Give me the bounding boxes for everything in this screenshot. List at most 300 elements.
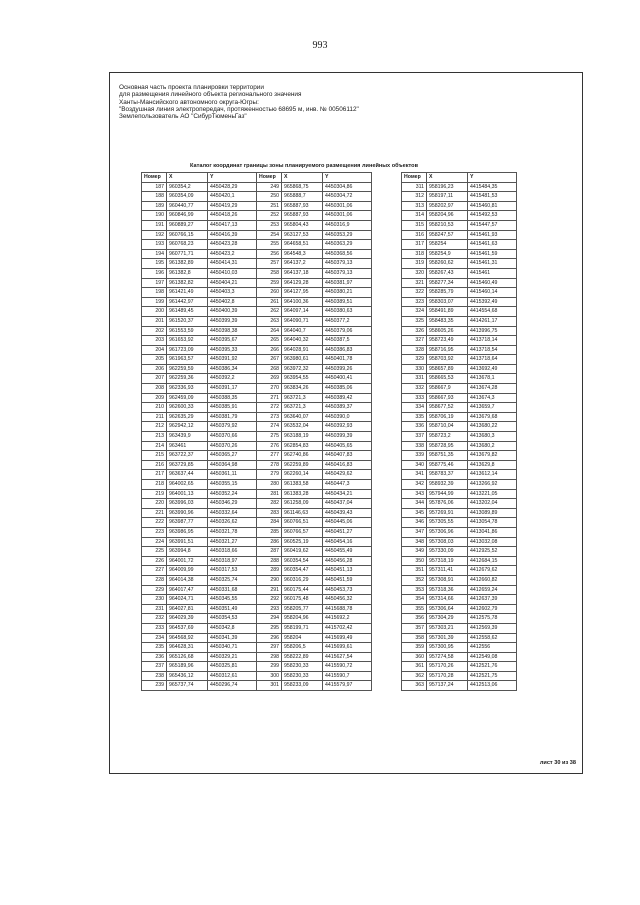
y-coordinate-cell: 4413678,1 — [468, 374, 517, 384]
x-coordinate-cell: 963994,8 — [167, 547, 208, 557]
y-coordinate-cell: 4415692,2 — [323, 614, 372, 624]
table-row — [142, 307, 257, 317]
y-coordinate-cell: 4412521,75 — [468, 671, 517, 681]
table-row — [257, 470, 372, 480]
point-number-cell: 210 — [142, 403, 167, 413]
table-row — [142, 470, 257, 480]
x-coordinate-cell: 958665,53 — [427, 374, 468, 384]
y-coordinate-cell: 4412602,79 — [468, 604, 517, 614]
table-row — [142, 451, 257, 461]
y-coordinate-cell: 4450447,3 — [323, 480, 372, 490]
table-row — [257, 451, 372, 461]
y-coordinate-cell: 4450363,29 — [323, 240, 372, 250]
y-coordinate-cell: 4450385,06 — [323, 384, 372, 394]
point-number-cell: 190 — [142, 211, 167, 221]
point-number-cell: 217 — [142, 470, 167, 480]
table-header-row — [142, 173, 257, 183]
y-coordinate-cell: 4450399,26 — [323, 364, 372, 374]
x-coordinate-cell: 963996,03 — [167, 499, 208, 509]
table-row — [402, 297, 517, 307]
y-coordinate-cell: 4450346,29 — [208, 499, 257, 509]
table-row — [257, 623, 372, 633]
table-row — [257, 508, 372, 518]
point-number-cell: 288 — [257, 556, 282, 566]
point-number-cell: 311 — [402, 182, 427, 192]
x-coordinate-cell: 964040,32 — [282, 336, 323, 346]
table-row — [142, 403, 257, 413]
y-coordinate-cell: 4450386,83 — [323, 345, 372, 355]
x-coordinate-cell: 957304,29 — [427, 614, 468, 624]
y-coordinate-cell: 4450296,74 — [208, 681, 257, 691]
x-coordinate-cell: 961489,45 — [167, 307, 208, 317]
table-row — [257, 374, 372, 384]
table-row — [142, 527, 257, 537]
table-row — [402, 623, 517, 633]
y-coordinate-cell: 4415461,63 — [468, 240, 517, 250]
table-row — [142, 662, 257, 672]
x-coordinate-cell: 961258,09 — [282, 499, 323, 509]
table-row — [142, 211, 257, 221]
table-header-row — [257, 173, 372, 183]
x-coordinate-cell: 961382,82 — [167, 278, 208, 288]
point-number-cell: 353 — [402, 585, 427, 595]
point-number-cell: 281 — [257, 489, 282, 499]
y-coordinate-cell: 4412637,39 — [468, 595, 517, 605]
table-row — [257, 384, 372, 394]
point-number-cell: 362 — [402, 671, 427, 681]
y-coordinate-cell: 4413041,86 — [468, 527, 517, 537]
x-coordinate-cell: 964137,2 — [282, 259, 323, 269]
point-number-cell: 339 — [402, 451, 427, 461]
x-coordinate-cell: 963640,07 — [282, 412, 323, 422]
x-coordinate-cell: 960766,57 — [282, 527, 323, 537]
point-number-cell: 337 — [402, 432, 427, 442]
y-coordinate-cell: 4415590,7 — [323, 671, 372, 681]
y-coordinate-cell: 4450370,66 — [208, 432, 257, 442]
y-coordinate-cell: 4450451,13 — [323, 566, 372, 576]
y-coordinate-cell: 4450416,83 — [323, 460, 372, 470]
point-number-cell: 317 — [402, 240, 427, 250]
x-coordinate-cell: 958667,9 — [427, 384, 468, 394]
point-number-cell: 363 — [402, 681, 427, 691]
point-number-cell: 251 — [257, 201, 282, 211]
point-number-cell: 315 — [402, 220, 427, 230]
point-number-cell: 214 — [142, 441, 167, 451]
table-row — [142, 336, 257, 346]
y-coordinate-cell: 4413659,7 — [468, 403, 517, 413]
table-header-row — [402, 173, 517, 183]
y-coordinate-cell: 4412659,24 — [468, 585, 517, 595]
table-row — [142, 556, 257, 566]
x-coordinate-cell: 965888,7 — [282, 192, 323, 202]
y-coordinate-cell: 4450391,17 — [208, 384, 257, 394]
x-coordinate-cell: 961553,59 — [167, 326, 208, 336]
x-coordinate-cell: 958254,9 — [427, 249, 468, 259]
table-row — [402, 211, 517, 221]
table-row — [142, 432, 257, 442]
x-coordinate-cell: 958210,53 — [427, 220, 468, 230]
document-header — [119, 84, 359, 120]
x-coordinate-cell: 958723,49 — [427, 336, 468, 346]
x-coordinate-cell: 965887,93 — [282, 201, 323, 211]
table-row — [257, 355, 372, 365]
point-number-cell: 188 — [142, 192, 167, 202]
y-coordinate-cell: 4415460,49 — [468, 278, 517, 288]
y-coordinate-cell: 4412569,39 — [468, 623, 517, 633]
y-coordinate-cell: 4450417,13 — [208, 220, 257, 230]
y-coordinate-cell: 4450380,21 — [323, 288, 372, 298]
y-coordinate-cell: 4450423,28 — [208, 240, 257, 250]
y-coordinate-cell: 4415688,78 — [323, 604, 372, 614]
table-row — [402, 527, 517, 537]
y-coordinate-cell: 4412925,52 — [468, 547, 517, 557]
x-coordinate-cell: 957170,26 — [427, 662, 468, 672]
x-coordinate-cell: 963722,37 — [167, 451, 208, 461]
x-coordinate-cell: 957308,91 — [427, 575, 468, 585]
point-number-cell: 289 — [257, 566, 282, 576]
y-coordinate-cell: 4450454,16 — [323, 537, 372, 547]
column-header: Y — [323, 173, 372, 183]
y-coordinate-cell: 4450301,06 — [323, 211, 372, 221]
x-coordinate-cell: 961442,97 — [167, 297, 208, 307]
table-row — [257, 316, 372, 326]
point-number-cell: 256 — [257, 249, 282, 259]
y-coordinate-cell: 4450361,11 — [208, 470, 257, 480]
y-coordinate-cell: 4450353,29 — [323, 230, 372, 240]
point-number-cell: 330 — [402, 364, 427, 374]
point-number-cell: 336 — [402, 422, 427, 432]
y-coordinate-cell: 4450451,27 — [323, 527, 372, 537]
table-row — [142, 268, 257, 278]
y-coordinate-cell: 4450419,29 — [208, 201, 257, 211]
table-row — [257, 211, 372, 221]
point-number-cell: 348 — [402, 537, 427, 547]
point-number-cell: 207 — [142, 374, 167, 384]
x-coordinate-cell: 965804,43 — [282, 220, 323, 230]
point-number-cell: 293 — [257, 604, 282, 614]
table-row — [142, 412, 257, 422]
point-number-cell: 319 — [402, 259, 427, 269]
point-number-cell: 321 — [402, 278, 427, 288]
table-row — [402, 345, 517, 355]
y-coordinate-cell: 4450325,81 — [208, 662, 257, 672]
y-coordinate-cell: 4415392,49 — [468, 297, 517, 307]
y-coordinate-cell: 4413680,22 — [468, 422, 517, 432]
table-row — [402, 412, 517, 422]
x-coordinate-cell: 964014,38 — [167, 575, 208, 585]
y-coordinate-cell: 4450304,86 — [323, 182, 372, 192]
point-number-cell: 208 — [142, 384, 167, 394]
column-header: Y — [208, 173, 257, 183]
point-number-cell: 329 — [402, 355, 427, 365]
table-row — [402, 575, 517, 585]
table-row — [402, 249, 517, 259]
table-row — [402, 556, 517, 566]
x-coordinate-cell: 960354,09 — [167, 192, 208, 202]
x-coordinate-cell: 964029,39 — [167, 614, 208, 624]
header-line: для размещения линейного объекта регионального значения — [119, 91, 302, 99]
x-coordinate-cell: 961723,09 — [167, 345, 208, 355]
point-number-cell: 282 — [257, 499, 282, 509]
point-number-cell: 249 — [257, 182, 282, 192]
point-number-cell: 189 — [142, 201, 167, 211]
table-row — [142, 182, 257, 192]
y-coordinate-cell: 4450321,78 — [208, 527, 257, 537]
y-coordinate-cell: 4412558,62 — [468, 633, 517, 643]
point-number-cell: 316 — [402, 230, 427, 240]
table-row — [142, 384, 257, 394]
y-coordinate-cell: 4450318,66 — [208, 547, 257, 557]
y-coordinate-cell: 4450379,13 — [323, 268, 372, 278]
y-coordinate-cell: 4415699,61 — [323, 643, 372, 653]
x-coordinate-cell: 963980,61 — [282, 355, 323, 365]
x-coordinate-cell: 957306,64 — [427, 604, 468, 614]
point-number-cell: 206 — [142, 364, 167, 374]
x-coordinate-cell: 964090,71 — [282, 316, 323, 326]
point-number-cell: 285 — [257, 527, 282, 537]
x-coordinate-cell: 960316,29 — [282, 575, 323, 585]
table-row — [142, 297, 257, 307]
y-coordinate-cell: 4412684,15 — [468, 556, 517, 566]
x-coordinate-cell: 965189,96 — [167, 662, 208, 672]
x-coordinate-cell: 964028,91 — [282, 345, 323, 355]
point-number-cell: 196 — [142, 268, 167, 278]
table-row — [402, 604, 517, 614]
point-number-cell: 211 — [142, 412, 167, 422]
point-number-cell: 347 — [402, 527, 427, 537]
table-row — [257, 643, 372, 653]
x-coordinate-cell: 958230,33 — [282, 671, 323, 681]
point-number-cell: 331 — [402, 374, 427, 384]
point-number-cell: 259 — [257, 278, 282, 288]
y-coordinate-cell: 4450352,24 — [208, 489, 257, 499]
y-coordinate-cell: 4413718,14 — [468, 336, 517, 346]
table-row — [402, 547, 517, 557]
point-number-cell: 237 — [142, 662, 167, 672]
point-number-cell: 225 — [142, 547, 167, 557]
page-number: 993 — [312, 40, 328, 51]
x-coordinate-cell: 957308,03 — [427, 537, 468, 547]
table-row — [142, 585, 257, 595]
x-coordinate-cell: 964027,81 — [167, 604, 208, 614]
y-coordinate-cell: 4450407,83 — [323, 451, 372, 461]
y-coordinate-cell: 4450389,37 — [323, 403, 372, 413]
point-number-cell: 351 — [402, 566, 427, 576]
table-row — [257, 249, 372, 259]
table-row — [402, 230, 517, 240]
x-coordinate-cell: 957318,19 — [427, 556, 468, 566]
y-coordinate-cell: 4415461,31 — [468, 259, 517, 269]
x-coordinate-cell: 961382,8 — [167, 268, 208, 278]
table-row — [257, 595, 372, 605]
y-coordinate-cell: 4450405,65 — [323, 441, 372, 451]
header-line: Основная часть проекта планировки территории — [119, 84, 264, 91]
x-coordinate-cell: 960525,19 — [282, 537, 323, 547]
x-coordinate-cell: 964017,47 — [167, 585, 208, 595]
point-number-cell: 326 — [402, 326, 427, 336]
table-row — [257, 489, 372, 499]
x-coordinate-cell: 961421,49 — [167, 288, 208, 298]
table-row — [142, 614, 257, 624]
y-coordinate-cell: 4413996,75 — [468, 326, 517, 336]
x-coordinate-cell: 958247,57 — [427, 230, 468, 240]
table-row — [142, 316, 257, 326]
x-coordinate-cell: 958677,52 — [427, 403, 468, 413]
table-row — [257, 547, 372, 557]
y-coordinate-cell: 4413680,2 — [468, 441, 517, 451]
y-coordinate-cell: 4450365,27 — [208, 451, 257, 461]
table-row — [142, 278, 257, 288]
x-coordinate-cell: 963721,3 — [282, 403, 323, 413]
x-coordinate-cell: 958222,89 — [282, 652, 323, 662]
table-row — [257, 681, 372, 691]
x-coordinate-cell: 958710,04 — [427, 422, 468, 432]
point-number-cell: 213 — [142, 432, 167, 442]
table-row — [257, 259, 372, 269]
point-number-cell: 298 — [257, 652, 282, 662]
x-coordinate-cell: 958254 — [427, 240, 468, 250]
point-number-cell: 258 — [257, 268, 282, 278]
table-row — [142, 652, 257, 662]
table-row — [402, 614, 517, 624]
y-coordinate-cell: 4450318,97 — [208, 556, 257, 566]
table-row — [257, 201, 372, 211]
x-coordinate-cell: 964548,3 — [282, 249, 323, 259]
table-row — [142, 633, 257, 643]
y-coordinate-cell: 4450402,8 — [208, 297, 257, 307]
point-number-cell: 334 — [402, 403, 427, 413]
point-number-cell: 279 — [257, 470, 282, 480]
x-coordinate-cell: 958233,09 — [282, 681, 323, 691]
point-number-cell: 287 — [257, 547, 282, 557]
y-coordinate-cell: 4415627,54 — [323, 652, 372, 662]
y-coordinate-cell: 4450317,53 — [208, 566, 257, 576]
y-coordinate-cell: 4450386,34 — [208, 364, 257, 374]
y-coordinate-cell: 4450354,53 — [208, 614, 257, 624]
x-coordinate-cell: 963721,3 — [282, 393, 323, 403]
x-coordinate-cell: 964097,14 — [282, 307, 323, 317]
x-coordinate-cell: 958196,23 — [427, 182, 468, 192]
x-coordinate-cell: 963637,44 — [167, 470, 208, 480]
point-number-cell: 314 — [402, 211, 427, 221]
point-number-cell: 255 — [257, 240, 282, 250]
table-row — [142, 230, 257, 240]
table-row — [402, 192, 517, 202]
y-coordinate-cell: 4412549,08 — [468, 652, 517, 662]
x-coordinate-cell: 958197,11 — [427, 192, 468, 202]
table-row — [142, 595, 257, 605]
x-coordinate-cell: 963990,96 — [167, 508, 208, 518]
table-row — [402, 220, 517, 230]
x-coordinate-cell: 964129,28 — [282, 278, 323, 288]
y-coordinate-cell: 4450451,59 — [323, 575, 372, 585]
x-coordinate-cell: 964040,7 — [282, 326, 323, 336]
header-line: "Воздушная линия электропередач, протяженностью 68695 м, инв. № 00506112" — [119, 105, 359, 113]
y-coordinate-cell: 4450399,39 — [208, 316, 257, 326]
point-number-cell: 216 — [142, 460, 167, 470]
y-coordinate-cell: 4450301,06 — [323, 201, 372, 211]
point-number-cell: 267 — [257, 355, 282, 365]
x-coordinate-cell: 960175,48 — [282, 595, 323, 605]
point-number-cell: 296 — [257, 633, 282, 643]
x-coordinate-cell: 964024,71 — [167, 595, 208, 605]
y-coordinate-cell: 4415492,53 — [468, 211, 517, 221]
table-row — [257, 288, 372, 298]
y-coordinate-cell: 4450434,21 — [323, 489, 372, 499]
y-coordinate-cell: 4450391,92 — [208, 355, 257, 365]
point-number-cell: 318 — [402, 249, 427, 259]
y-coordinate-cell: 4415461,59 — [468, 249, 517, 259]
y-coordinate-cell: 4450392,93 — [323, 422, 372, 432]
table-row — [402, 585, 517, 595]
x-coordinate-cell: 960889,27 — [167, 220, 208, 230]
y-coordinate-cell: 4450455,49 — [323, 547, 372, 557]
y-coordinate-cell: 4450329,21 — [208, 652, 257, 662]
table-row — [142, 518, 257, 528]
table-row — [257, 604, 372, 614]
y-coordinate-cell: 4413032,08 — [468, 537, 517, 547]
table-row — [402, 681, 517, 691]
column-header: Номер — [402, 173, 427, 183]
point-number-cell: 340 — [402, 460, 427, 470]
point-number-cell: 299 — [257, 662, 282, 672]
x-coordinate-cell: 962259,36 — [167, 374, 208, 384]
table-row — [402, 355, 517, 365]
y-coordinate-cell: 4413718,64 — [468, 355, 517, 365]
table-row — [402, 460, 517, 470]
table-row — [142, 643, 257, 653]
point-number-cell: 250 — [257, 192, 282, 202]
point-number-cell: 270 — [257, 384, 282, 394]
x-coordinate-cell: 958204,96 — [282, 614, 323, 624]
y-coordinate-cell: 4450416,39 — [208, 230, 257, 240]
point-number-cell: 199 — [142, 297, 167, 307]
x-coordinate-cell: 960354,2 — [167, 182, 208, 192]
point-number-cell: 254 — [257, 230, 282, 240]
table-row — [257, 412, 372, 422]
x-coordinate-cell: 964009,99 — [167, 566, 208, 576]
point-number-cell: 263 — [257, 316, 282, 326]
x-coordinate-cell: 957274,58 — [427, 652, 468, 662]
y-coordinate-cell: 4415460,81 — [468, 201, 517, 211]
table-row — [142, 508, 257, 518]
point-number-cell: 286 — [257, 537, 282, 547]
y-coordinate-cell: 4413680,3 — [468, 432, 517, 442]
y-coordinate-cell: 4450368,56 — [323, 249, 372, 259]
x-coordinate-cell: 965887,93 — [282, 211, 323, 221]
x-coordinate-cell: 957269,91 — [427, 508, 468, 518]
x-coordinate-cell: 957303,21 — [427, 623, 468, 633]
x-coordinate-cell: 962259,59 — [167, 364, 208, 374]
point-number-cell: 295 — [257, 623, 282, 633]
table-row — [257, 566, 372, 576]
table-row — [257, 585, 372, 595]
x-coordinate-cell: 958277,34 — [427, 278, 468, 288]
column-header: Номер — [257, 173, 282, 183]
table-row — [257, 662, 372, 672]
x-coordinate-cell: 957330,09 — [427, 547, 468, 557]
x-coordinate-cell: 957137,24 — [427, 681, 468, 691]
point-number-cell: 187 — [142, 182, 167, 192]
point-number-cell: 200 — [142, 307, 167, 317]
x-coordinate-cell: 958751,35 — [427, 451, 468, 461]
x-coordinate-cell: 960766,15 — [167, 230, 208, 240]
point-number-cell: 300 — [257, 671, 282, 681]
y-coordinate-cell: 4415447,57 — [468, 220, 517, 230]
y-coordinate-cell: 4412513,06 — [468, 681, 517, 691]
table-row — [257, 633, 372, 643]
point-number-cell: 360 — [402, 652, 427, 662]
